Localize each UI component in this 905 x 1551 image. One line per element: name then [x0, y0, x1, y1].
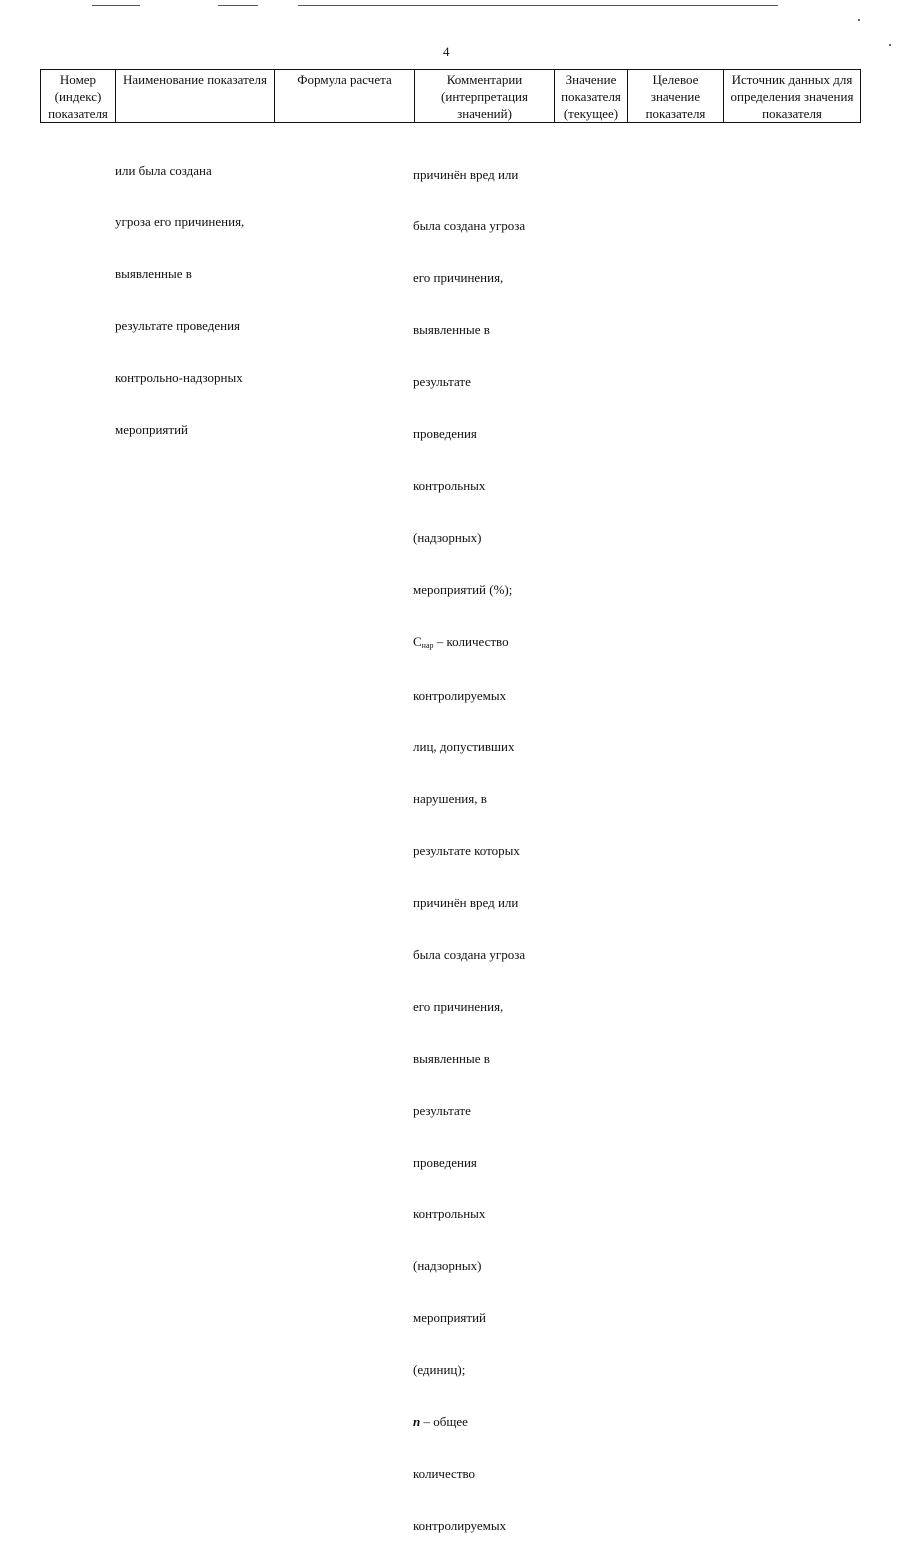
scan-speck	[889, 44, 891, 46]
text-line: нарушения, в	[413, 791, 487, 807]
text-line: (надзорных)	[413, 529, 482, 545]
text-line: причинён вред или	[413, 895, 519, 911]
text-line: проведения	[413, 426, 477, 442]
text-line: выявленные в	[115, 266, 192, 282]
scan-speck	[858, 19, 860, 21]
text-line: контролируемых	[413, 687, 507, 703]
n-symbol: n	[413, 1413, 421, 1429]
c-nar-definition-line	[413, 633, 525, 652]
text-line: результате	[413, 374, 471, 390]
text-line: контрольно-надзорных	[115, 370, 243, 386]
indicator-table-header	[40, 69, 861, 123]
n-description: – общее	[420, 1413, 468, 1429]
text-line: результате проведения	[115, 318, 241, 334]
c-nar-symbol: С	[413, 633, 422, 649]
text-line: результате	[413, 1102, 471, 1118]
c-nar-subscript: нар	[421, 640, 434, 650]
n-definition-line	[413, 1413, 525, 1430]
text-line: его причинения,	[413, 270, 504, 286]
text-line: мероприятий (%);	[413, 581, 513, 597]
text-line: выявленные в	[413, 1050, 490, 1066]
header-cell-formula: Формула расчета	[275, 70, 415, 123]
scan-line-top	[218, 5, 258, 6]
text-line: результате которых	[413, 843, 520, 859]
text-line: контролируемых	[413, 1517, 507, 1533]
text-line: выявленные в	[413, 322, 490, 338]
text-line: была создана угроза	[413, 218, 526, 234]
text-line: лиц, допустивших	[413, 739, 515, 755]
header-cell-data-source: Источник данных для определения значения показателя	[724, 70, 861, 123]
header-cell-name: Наименование показателя	[116, 70, 275, 123]
comments-text	[413, 131, 525, 1551]
header-cell-target-value: Целевое значение показателя	[628, 70, 724, 123]
text-line: мероприятий	[115, 422, 188, 438]
header-cell-current-value: Значение показателя (текущее)	[555, 70, 628, 123]
text-line: (надзорных)	[413, 1258, 482, 1274]
text-line: количество	[413, 1465, 476, 1481]
header-cell-number: Номер (индекс) показателя	[41, 70, 116, 123]
text-line: контрольных	[413, 477, 486, 493]
text-line: была создана угроза	[413, 946, 526, 962]
text-line: мероприятий	[413, 1310, 486, 1326]
table-header-row	[41, 70, 861, 123]
scan-line-top	[298, 5, 778, 6]
text-line: его причинения,	[413, 998, 504, 1014]
text-line: угроза его причинения,	[115, 214, 245, 230]
c-nar-description: – количество	[433, 633, 509, 649]
text-line: или была создана	[115, 162, 212, 178]
text-line: причинён вред или	[413, 166, 519, 182]
scan-line-top	[92, 5, 140, 6]
header-cell-comments: Комментарии (интерпретация значений)	[415, 70, 555, 123]
indicator-name-text	[115, 127, 244, 456]
text-line: (единиц);	[413, 1362, 466, 1378]
page-number: 4	[443, 44, 450, 59]
text-line: проведения	[413, 1154, 477, 1170]
text-line: контрольных	[413, 1206, 486, 1222]
